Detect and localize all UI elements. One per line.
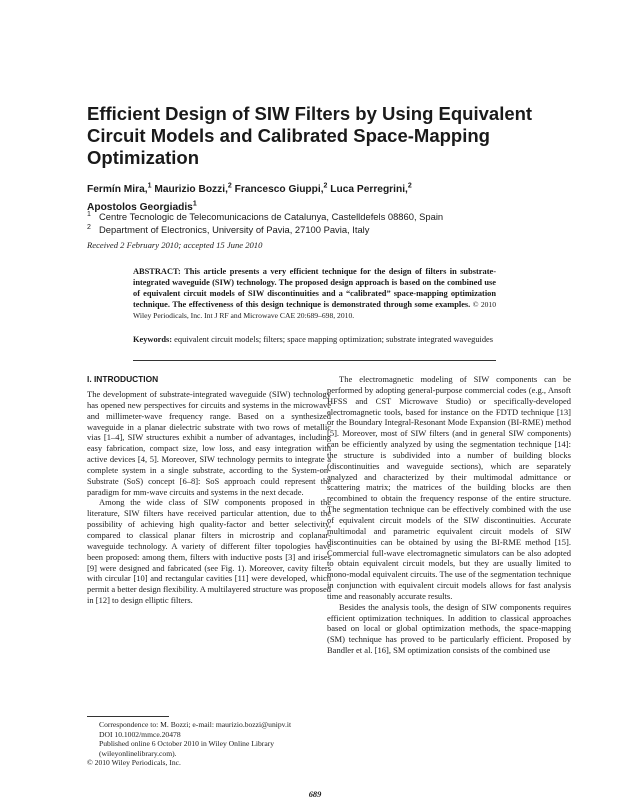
keywords-label: Keywords: [133, 335, 173, 344]
abstract-divider [133, 360, 496, 361]
received-date: Received 2 February 2010; accepted 15 June 2010 [87, 240, 263, 250]
article-title: Efficient Design of SIW Filters by Using Equivalent Circuit Models and Calibrated Space-Mapping Optimization [87, 103, 533, 168]
abstract-label: ABSTRACT: [133, 267, 181, 276]
author: Francesco Giuppi,$^2$ [234, 183, 328, 196]
abstract [133, 266, 496, 321]
section-heading: I. INTRODUCTION [87, 374, 159, 384]
author: Luca Perregrini,$^2$ [330, 183, 412, 196]
abstract-copyright: © 2010 Wiley Periodicals, Inc. Int J RF and Microwave CAE 20:689–698, 2010. [133, 300, 497, 321]
author: Apostolos Georgiadis$^1$ [87, 200, 197, 213]
keywords-text: equivalent circuit models; filters; space mapping optimization; substrate integrated waveguides [174, 335, 494, 344]
paragraph: Among the wide class of SIW components proposed in the literature, SIW filters have received particular attention, due to the possibility of achieving high quality-factor and better selectivity, compared to classical planar filters in microstrip and coplanar-waveguide technology. A variety of different filter topologies have been proposed: among them, filters with inductive posts [3] and irises [9] were designed and fabricated (see Fig. 1). Moreover, cavity filters with circular [10] and rectangular cavities [11] were developed, which permit a better design flexibility. A multilayered structure was proposed in [12] to design elliptic filters. [87, 497, 331, 606]
footnote-divider [87, 716, 169, 717]
footnote-published: Published online 6 October 2010 in Wiley Online Library (wileyonlinelibrary.com). [99, 739, 275, 758]
author: Maurizio Bozzi,$^2$ [154, 183, 232, 196]
abstract-text: This article presents a very efficient technique for the design of filters in substrate-integrated waveguide (SIW) technology. The proposed design approach is based on the combined use of equivalent circuit models of SIW discontinuities and a “calibrated” space-mapping optimization technique. The effectiveness of this design technique is demonstrated through some examples. [133, 267, 497, 310]
page-number: 689 [308, 790, 322, 799]
affiliation: 2 Department of Electronics, University of Pavia, 27100 Pavia, Italy [87, 223, 370, 235]
author: Fermín Mira,$^1$ [87, 183, 152, 196]
paragraph: The development of substrate-integrated waveguide (SIW) technology has opened new perspectives for circuits and systems in the microwave and millimeter-wave frequency range. Based on a synthesized waveguide in a planar dielectric substrate with two rows of metallic vias [1–4], SIW structures exhibit a number of advantages, including easy fabrication, compact size, low loss, and easy integration with active devices [4, 5]. Moreover, SIW technology permits to integrate a complete system in a single substrate, according to the System-on-Substrate (SoS) concept [6–8]: SoS approach could represent the paradigm for mm-wave circuits and systems in the next decade. [87, 389, 331, 497]
footnote [87, 720, 331, 758]
right-column [327, 374, 571, 656]
keywords [133, 334, 496, 345]
affiliation-list [87, 211, 567, 236]
paragraph: The electromagnetic modeling of SIW components can be performed by adopting general-purpose commercial codes (e.g., Ansoft HFSS and CST Microwave Studio) or specifically-developed electromagnetic tools, based for instance on the FDTD technique [13] or the Boundary Integral-Resonant Mode Expansion (BI-RME) method [5]. Moreover, most of SIW filters (and in general SIW components) can be efficiently analyzed by using the segmentation technique [14]: the structure is subdivided into a number of building blocks (discontinuities and waveguide sections), which are separately analyzed and characterized by their multimodal admittance or scattering matrix; the matrices of the building blocks are then recombined to obtain the frequency response of the entire structure. The segmentation technique can be effectively combined with the use of equivalent circuit models of the SIW discontinuities. Accurate multimodal and parametric equivalent circuit models of SIW discontinuities can be obtained by using the BI-RME method [15]. Commercial full-wave electromagnetic simulators can be also adopted to obtain equivalent circuit models, but they are usually limited to mono-modal equivalent circuits. The use of the segmentation technique in conjunction with equivalent circuit models allows for fast analysis time and reasonably accurate results. [327, 374, 571, 601]
left-column [87, 374, 331, 606]
page-copyright: © 2010 Wiley Periodicals, Inc. [87, 758, 181, 767]
author-list [87, 180, 547, 215]
paragraph: Besides the analysis tools, the design of SIW components requires efficient optimization techniques. In addition to classical approaches based on local or global optimization methods, the space-mapping (SM) technique has proved to be particularly efficient. Proposed by Bandler et al. [16], SM optimization consists of the combined use [327, 601, 571, 656]
footnote-correspondence: Correspondence to: M. Bozzi; e-mail: maurizio.bozzi@unipv.it [99, 720, 292, 729]
affiliation: 1 Centre Tecnologic de Telecomunicacions de Catalunya, Castelldefels 08860, Spain [87, 211, 444, 222]
footnote-doi: DOI 10.1002/mmce.20478 [99, 729, 181, 739]
